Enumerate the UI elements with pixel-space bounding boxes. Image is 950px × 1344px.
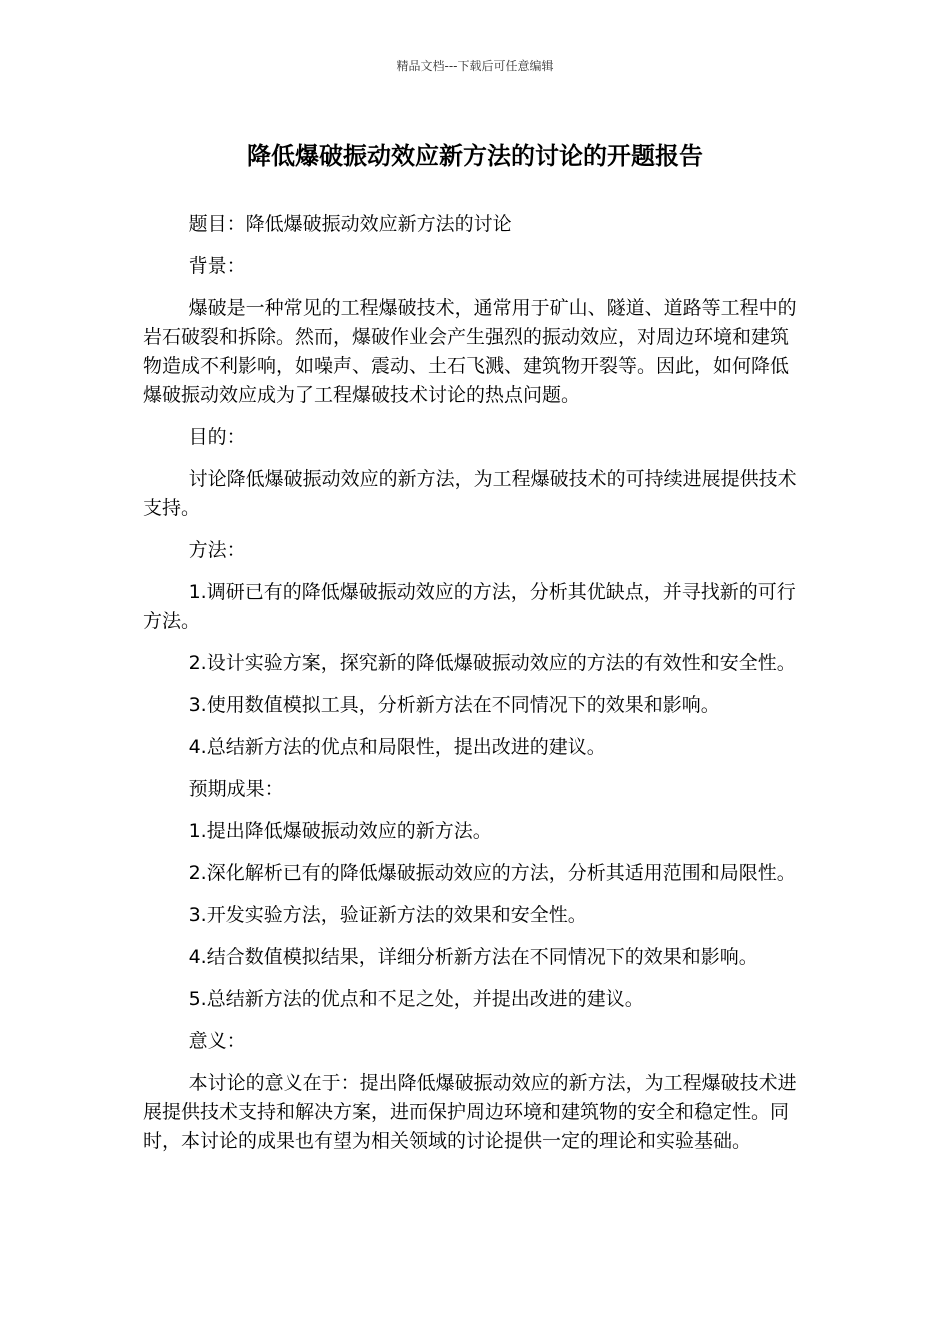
method-item-4: 4.总结新方法的优点和局限性，提出改进的建议。	[188, 736, 606, 758]
paragraph-topic: 题目：降低爆破振动效应新方法的讨论	[188, 213, 512, 235]
heading-purpose: 目的：	[188, 426, 246, 448]
heading-significance: 意义：	[188, 1030, 246, 1052]
running-header: 精品文档---下载后可任意编辑	[396, 59, 554, 73]
document-title: 降低爆破振动效应新方法的讨论的开题报告	[247, 142, 703, 170]
result-item-5: 5.总结新方法的优点和不足之处，并提出改进的建议。	[188, 988, 644, 1010]
paragraph-background: 爆破是一种常见的工程爆破技术，通常用于矿山、隧道、道路等工程中的岩石破裂和拆除。然而，爆破作业会产生强烈的振动效应，对周边环境和建筑物造成不利影响，如噪声、震动、土石飞溅、建筑物开裂等。因此，如何降低爆破振动效应成为了工程爆破技术讨论的热点问题。	[143, 297, 797, 406]
paragraph-purpose: 讨论降低爆破振动效应的新方法，为工程爆破技术的可持续进展提供技术支持。	[143, 468, 797, 519]
method-item-1: 1.调研已有的降低爆破振动效应的方法，分析其优缺点，并寻找新的可行方法。	[143, 581, 796, 632]
heading-methods: 方法：	[188, 539, 246, 561]
paragraph-significance: 本讨论的意义在于：提出降低爆破振动效应的新方法，为工程爆破技术进展提供技术支持和解决方案，进而保护周边环境和建筑物的安全和稳定性。同时，本讨论的成果也有望为相关领域的讨论提供一定的理论和实验基础。	[143, 1072, 797, 1152]
heading-background: 背景：	[188, 255, 246, 277]
heading-expected-results: 预期成果：	[188, 778, 284, 800]
method-item-3: 3.使用数值模拟工具，分析新方法在不同情况下的效果和影响。	[188, 694, 720, 716]
document-body	[143, 210, 807, 1169]
result-item-4: 4.结合数值模拟结果，详细分析新方法在不同情况下的效果和影响。	[188, 946, 758, 968]
result-item-3: 3.开发实验方法，验证新方法的效果和安全性。	[188, 904, 587, 926]
result-item-2: 2.深化解析已有的降低爆破振动效应的方法，分析其适用范围和局限性。	[188, 862, 796, 884]
method-item-2: 2.设计实验方案，探究新的降低爆破振动效应的方法的有效性和安全性。	[188, 652, 796, 674]
result-item-1: 1.提出降低爆破振动效应的新方法。	[188, 820, 492, 842]
